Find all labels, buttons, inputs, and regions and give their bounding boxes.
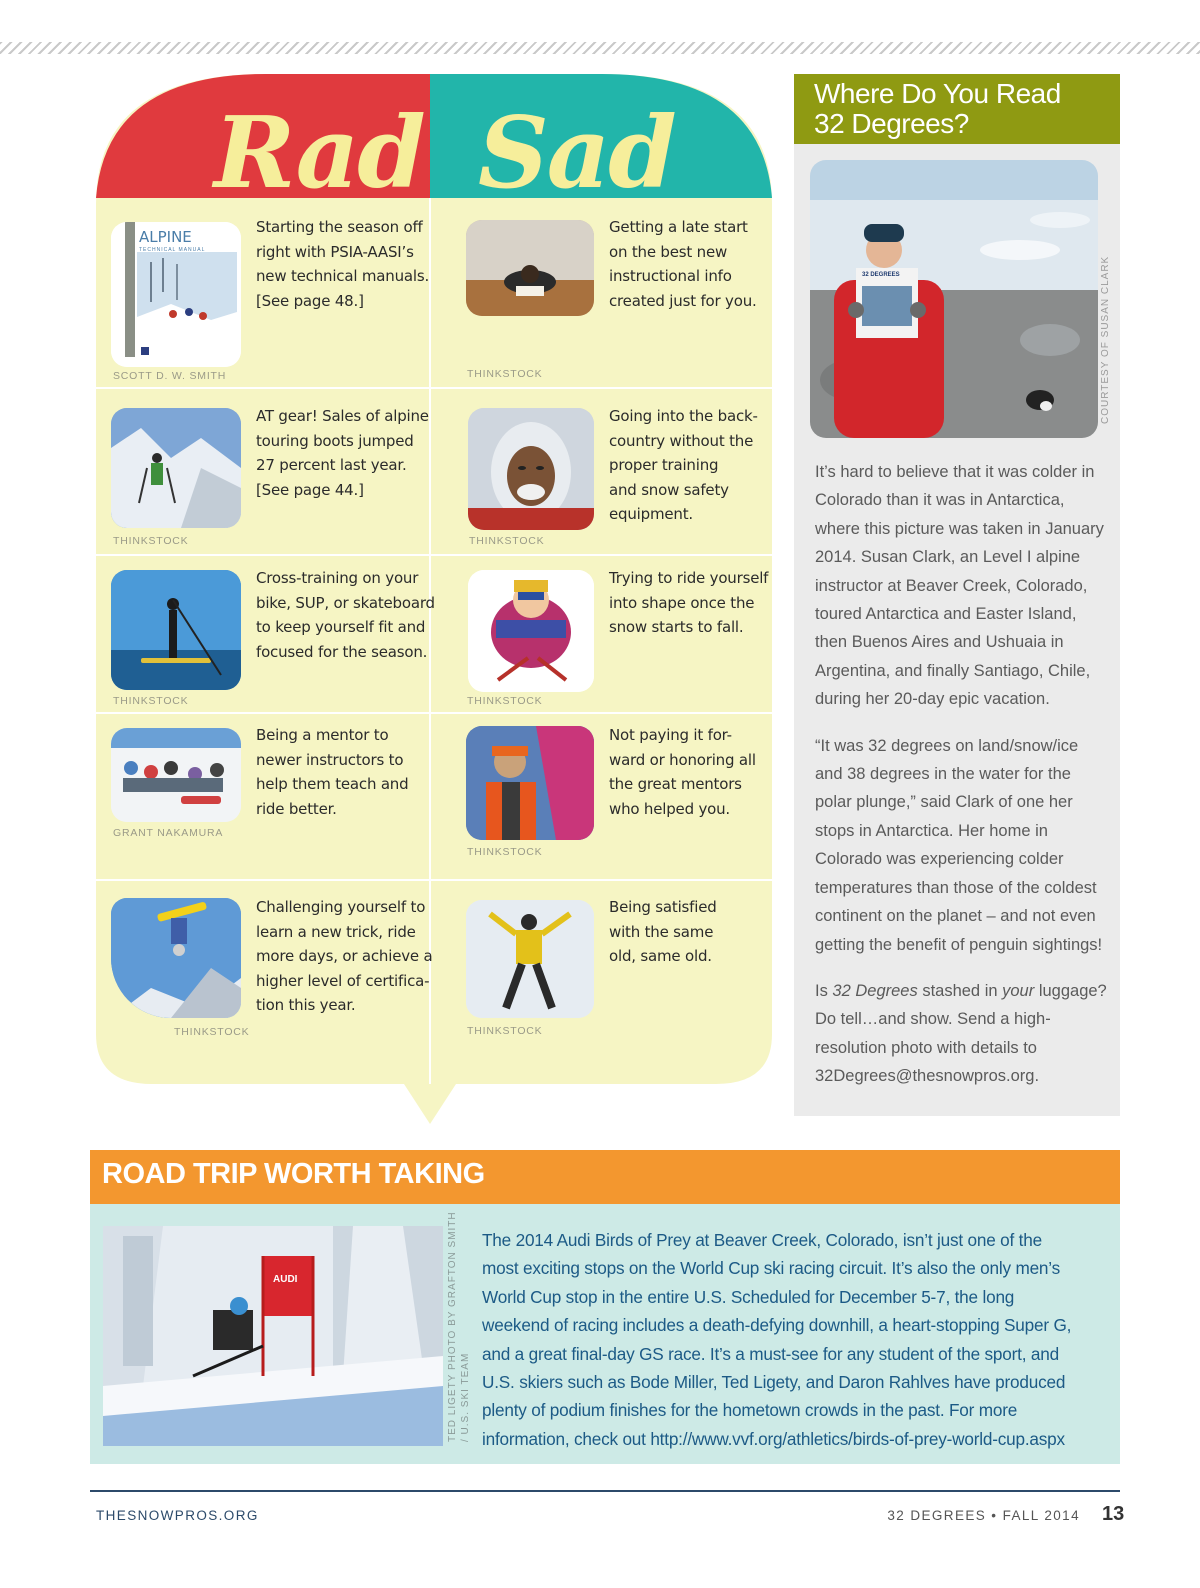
text-line: proper training: [609, 456, 719, 474]
rad-text-2: [256, 404, 429, 502]
credit-line: / U.S. SKI TEAM: [460, 1352, 471, 1442]
mentor-group-image: [111, 728, 241, 822]
text-line: help them teach and: [256, 775, 409, 793]
racer-image: [466, 726, 594, 840]
text-line: equipment.: [609, 505, 693, 523]
text-line: old, same old.: [609, 947, 712, 965]
sidebar-title-line: Where Do You Read: [814, 78, 1061, 109]
rad-heading: Rad: [214, 96, 424, 211]
text-line: who helped you.: [609, 799, 730, 818]
sidebar-photo-credit: COURTESY OF SUSAN CLARK: [1100, 255, 1111, 424]
emphasis: your: [1002, 981, 1035, 1000]
text-line: with the same: [609, 922, 714, 941]
sidebar-body: [815, 458, 1110, 1109]
snow-angel-image: [466, 900, 594, 1018]
text-span: stashed in: [917, 981, 1003, 1000]
photo-credit: GRANT NAKAMURA: [113, 827, 224, 839]
top-hatch-border: [0, 42, 1200, 54]
ski-racer-photo: [103, 1226, 443, 1446]
photo-credit: SCOTT D. W. SMITH: [113, 370, 227, 382]
alpine-manual-image: [111, 222, 241, 367]
sad-text-5: [609, 895, 717, 969]
road-trip-photo-credit: [446, 1211, 472, 1442]
text-line: higher level of certifica-: [256, 971, 430, 990]
rad-sad-panel: [96, 74, 772, 1124]
text-line: on the best new: [609, 242, 728, 261]
text-line: AT gear! Sales of alpine: [256, 407, 429, 425]
sidebar-paragraph: It’s hard to believe that it was colder in Colorado than it was in Antarctica, where this picture was taken in January 2014. Susan Clark, an Level I alpine instructor at Beaver Creek, Colorado, toured Antarctica and Easter Island, then Buenos Aires and Ushuaia in Argentina, and finally Santiago, Chile, during her 20-day epic vacation.: [815, 463, 1104, 709]
sad-text-2: [609, 404, 758, 527]
sad-text-3: [609, 566, 768, 640]
book-subtitle: TECHNICAL MANUAL: [139, 247, 206, 253]
rad-text-1: [256, 215, 429, 313]
footer-site: THESNOWPROS.ORG: [96, 1508, 259, 1523]
row-divider: [96, 879, 772, 881]
rad-text-5: [256, 895, 432, 1018]
photo-credit: THINKSTOCK: [467, 846, 543, 858]
text-line: ride better.: [256, 799, 337, 818]
sidebar-paragraph: “It was 32 degrees on land/snow/ice and 38 degrees in the water for the polar plunge,” said Clark of one her stops in Antarctica. Her home in Colorado was experiencing colder temperatures than those of the coldest continent on the planet – and not even getting the benefit of penguin sightings!: [815, 736, 1103, 954]
text-line: ward or honoring all: [609, 750, 756, 769]
text-line: touring boots jumped: [256, 431, 414, 450]
frozen-face-image: [468, 408, 594, 530]
row-divider: [96, 387, 772, 389]
ski-touring-image: [111, 408, 241, 528]
antarctica-photo: [810, 160, 1098, 438]
text-line: the great mentors: [609, 775, 742, 793]
text-line: Challenging yourself to: [256, 898, 426, 916]
text-line: newer instructors to: [256, 750, 404, 769]
text-line: bike, SUP, or skateboard: [256, 593, 435, 612]
rad-text-4: [256, 723, 408, 821]
text-line: and snow safety: [609, 480, 729, 499]
photo-credit: THINKSTOCK: [469, 535, 545, 547]
text-line: right with PSIA-AASI’s: [256, 242, 414, 261]
magazine-name: 32 Degrees: [832, 981, 918, 1000]
sad-text-1: [609, 215, 757, 313]
where-do-you-read-sidebar: [794, 74, 1120, 1116]
sad-text-4: [609, 723, 756, 821]
snowboard-jump-image: [111, 898, 241, 1018]
sidebar-title-line: 32 Degrees?: [814, 108, 969, 139]
text-line: snow starts to fall.: [609, 618, 744, 636]
road-trip-body: The 2014 Audi Birds of Prey at Beaver Creek, Colorado, isn’t just one of the most exciting stops on the World Cup ski racing circuit. It’s also the only men’s World Cup stop in the entire U.S. Scheduled for December 5-7, the long weekend of racing includes a death-defying downhill, a heart-stopping Super G, and a great final-day GS race. It’s a must-see for any student of the sport, and U.S. skiers such as Bode Miller, Ted Ligety, and Daron Rahlves have produced plenty of podium finishes for the hometown crowds in the past. For more information, check out http://www.vvf.org/athletics/birds-of-prey-world-cup.aspx: [482, 1230, 1072, 1449]
photo-credit: THINKSTOCK: [174, 1026, 250, 1038]
text-line: to keep yourself fit and: [256, 618, 426, 636]
text-line: country without the: [609, 431, 754, 450]
sidebar-paragraph: [815, 977, 1110, 1091]
text-line: Starting the season off: [256, 218, 423, 236]
book-title: ALPINE: [139, 228, 192, 246]
footer-rule: [90, 1490, 1120, 1492]
text-line: Getting a late start: [609, 218, 748, 236]
photo-credit: THINKSTOCK: [467, 368, 543, 380]
credit-line: TED LIGETY PHOTO BY GRAFTON SMITH: [447, 1211, 458, 1442]
sad-heading: Sad: [478, 96, 675, 211]
text-line: instructional info: [609, 267, 732, 285]
road-trip-section: [90, 1204, 1120, 1464]
footer-issue: 32 DEGREES • FALL 2014: [887, 1508, 1080, 1523]
text-line: learn a new trick, ride: [256, 922, 416, 941]
text-line: [See page 48.]: [256, 291, 364, 310]
magazine-label: 32 DEGREES: [862, 272, 900, 278]
text-line: Being a mentor to: [256, 726, 389, 744]
rad-text-3: [256, 566, 435, 664]
photo-credit: THINKSTOCK: [113, 695, 189, 707]
desk-sleeper-image: [466, 220, 594, 316]
text-line: Trying to ride yourself: [609, 569, 769, 587]
page-number: 13: [1102, 1503, 1125, 1525]
text-line: Cross-training on your: [256, 569, 419, 587]
text-span: Is: [815, 981, 833, 1000]
text-span: luggage? Do tell…and show. Send a high-resolution photo with details to 32Degrees@thesnowpros.org.: [815, 981, 1107, 1086]
photo-credit: THINKSTOCK: [467, 1025, 543, 1037]
photo-credit: THINKSTOCK: [467, 695, 543, 707]
gate-banner-label: AUDI: [273, 1274, 298, 1285]
row-divider: [96, 554, 772, 556]
road-trip-heading: ROAD TRIP WORTH TAKING: [90, 1150, 1120, 1204]
paddleboard-image: [111, 570, 241, 690]
photo-credit: THINKSTOCK: [113, 535, 189, 547]
text-line: created just for you.: [609, 291, 757, 310]
text-line: Being satisfied: [609, 898, 717, 916]
text-line: focused for the season.: [256, 642, 428, 661]
sidebar-title: [794, 74, 1120, 144]
text-line: Not paying it for-: [609, 726, 732, 744]
text-line: tion this year.: [256, 996, 356, 1014]
text-line: into shape once the: [609, 593, 755, 612]
text-line: more days, or achieve a: [256, 947, 433, 965]
text-line: [See page 44.]: [256, 480, 364, 499]
row-divider: [96, 712, 772, 714]
text-line: 27 percent last year.: [256, 456, 407, 474]
text-line: Going into the back-: [609, 407, 758, 425]
text-line: new technical manuals.: [256, 267, 430, 285]
cartoon-skier-image: [468, 570, 594, 692]
